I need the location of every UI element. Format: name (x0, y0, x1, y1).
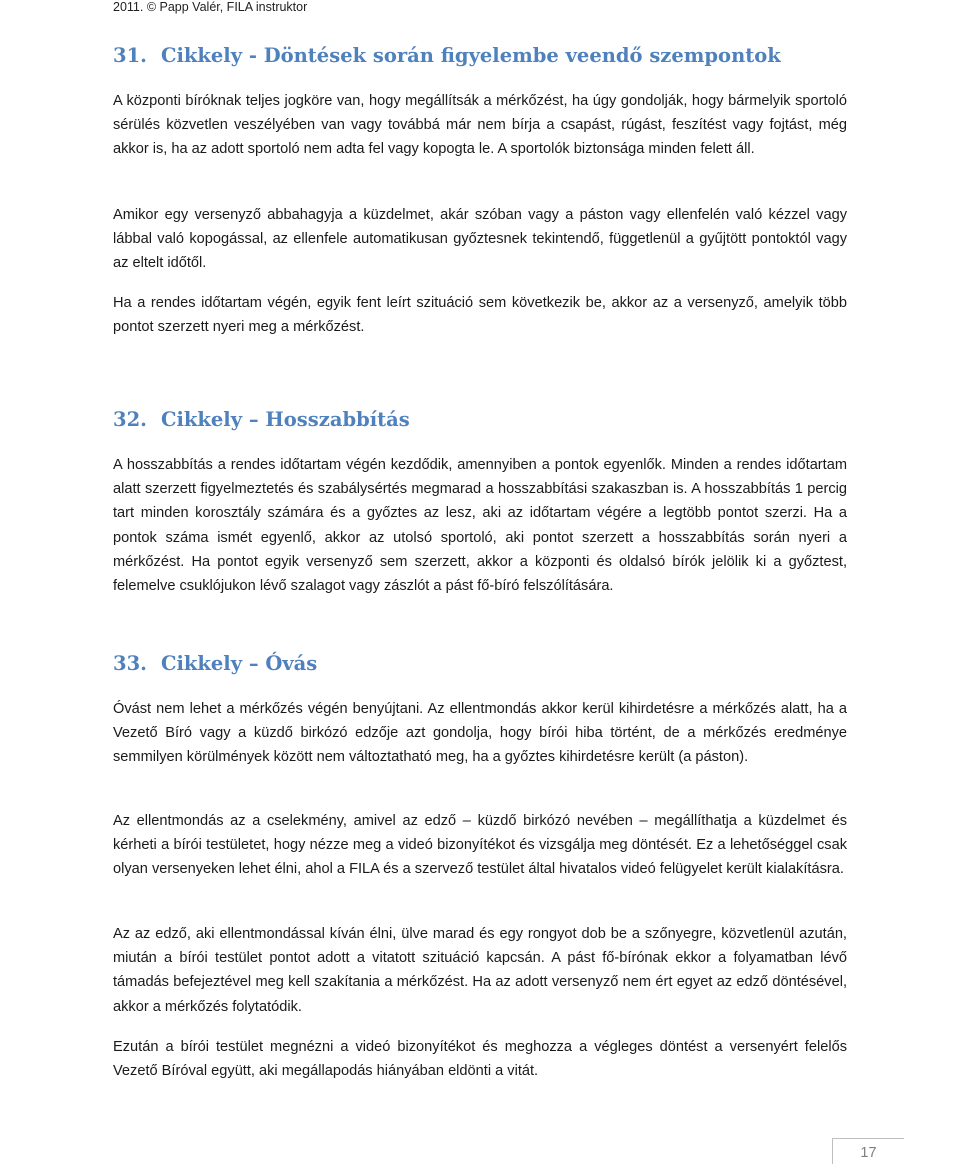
paragraph: Az az edző, aki ellentmondással kíván élni, ülve marad és egy rongyot dob be a szőnyegre, közvetlenül azután, miután a bírói testület pontot adott a vitatott szituáció kapcsán. A pást fő-bírónak ekkor a folyamatban lévő támadás befejeztével meg kell szakítania a mérkőzést. Ha az adott versenyző nem ért egyet az edző döntésével, akkor a mérkőzés folytatódik. (113, 926, 847, 1015)
running-header: 2011. © Papp Valér, FILA instruktor (113, 0, 308, 14)
page-number: 17 (860, 1145, 877, 1161)
section-heading-32 (113, 408, 410, 431)
paragraph: Óvást nem lehet a mérkőzés végén benyújtani. Az ellentmondás akkor kerül kihirdetésre a mérkőzés alatt, ha a Vezető Bíró vagy a küzdő birkózó edzője azt gondolja, hogy bírói hiba történt, de a mérkőzés eredménye semmilyen körülmények között nem változtatható meg, ha a győztes kihirdetésre került (a páston). (113, 701, 847, 766)
paragraph: A hosszabbítás a rendes időtartam végén kezdődik, amennyiben a pontok egyenlők. Minden a rendes időtartam alatt szerzett figyelmeztetés és szabálysértés megmarad a hosszabbítási szakaszban is. A hosszabbítás 1 percig tart minden korosztály számára és a győztes az lesz, aki az időtartam végére a legtöbb pontot szerzi. Ha a pontok száma ismét egyenlő, akkor az utolsó sportoló, aki pontot szerzett a hosszabbítás során nyeri a mérkőzést. Ha pontot egyik versenyző sem szerzett, akkor a központi és oldalsó bírók jelölik ki a győztest, felemelve csuklójukon lévő szalagot vagy zászlót a pást fő-bíró felszólítására. (113, 457, 847, 595)
paragraph: Ha a rendes időtartam végén, egyik fent leírt szituáció sem következik be, akkor az a versenyző, amelyik több pontot szerzett nyeri meg a mérkőzést. (113, 295, 847, 336)
section-title: Cikkely – Óvás (160, 652, 318, 675)
section-heading-33 (113, 652, 317, 675)
section-title: Cikkely - Döntések során figyelembe veendő szempontok (160, 44, 781, 67)
section-number: 31. (113, 44, 147, 67)
paragraph: Amikor egy versenyző abbahagyja a küzdelmet, akár szóban vagy a páston vagy ellenfelén való kézzel vagy lábbal való kopogással, az ellenfele automatikusan győztesnek tekintendő, függetlenül a gyűjtött pontoktól vagy az eltelt időtől. (113, 207, 847, 272)
section-number: 33. (113, 652, 147, 675)
paragraph: Ezután a bírói testület megnézni a videó bizonyítékot és meghozza a végleges döntést a versenyért felelős Vezető Bíróval együtt, aki megállapodás hiányában eldönti a vitát. (113, 1039, 847, 1080)
section-heading-31 (113, 44, 781, 67)
section-title: Cikkely – Hosszabbítás (160, 408, 410, 431)
paragraph: Az ellentmondás az a cselekmény, amivel az edző – küzdő birkózó nevében – megállíthatja a küzdelmet és kérheti a bírói testületet, hogy nézze meg a videó bizonyítékot és vizsgálja meg döntését. Ez a lehetőséggel csak olyan versenyeken lehet élni, ahol a FILA és a szervező testület által hivatalos videó felügyelet került kialakításra. (113, 813, 847, 878)
section-number: 32. (113, 408, 147, 431)
page-number-box (832, 1138, 904, 1164)
paragraph: A központi bíróknak teljes jogköre van, hogy megállítsák a mérkőzést, ha úgy gondolják, hogy bármelyik sportoló sérülés közvetlen veszélyében van vagy továbbá már nem bírja a csapást, rúgást, feszítést vagy fojtást, még akkor is, ha az adott sportoló nem adta fel vagy kopogta le. A sportolók biztonsága minden felett áll. (113, 93, 847, 158)
